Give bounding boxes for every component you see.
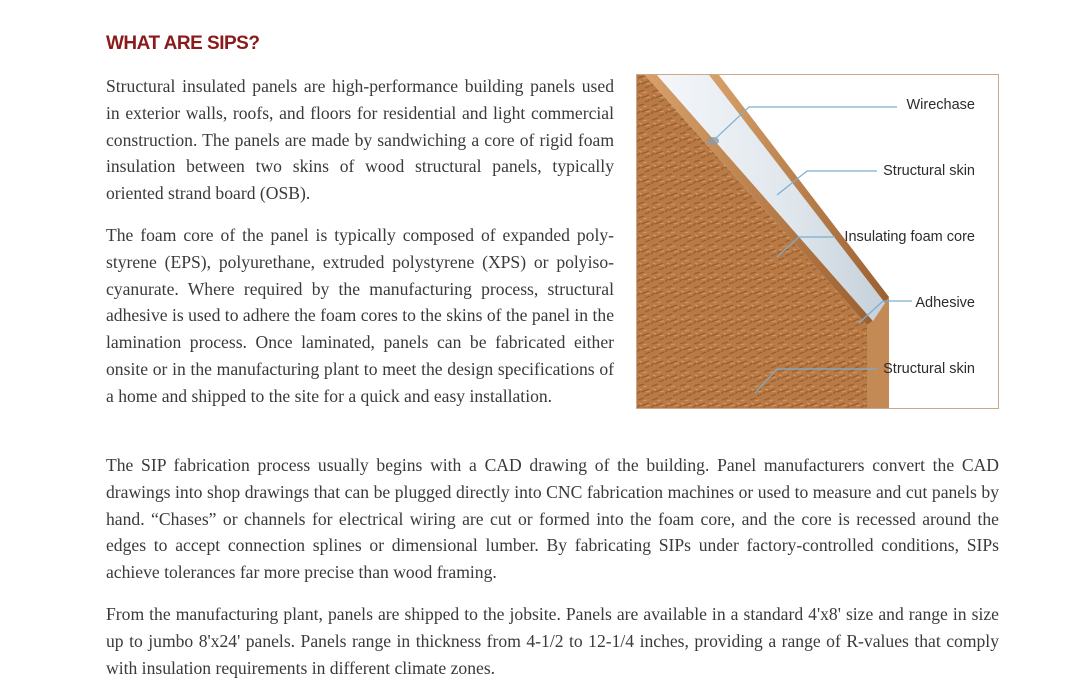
label-adhesive: Adhesive: [915, 295, 975, 311]
paragraph-intro: Structural insulated panels are high-performance building panels used in exterior walls, roofs, and floors for residential and light commercial construction. The panels are made by sandwiching a core of rigid foam insulation between two skins of wood structural panels, typically oriented strand board (OSB).: [106, 76, 614, 204]
label-structural-skin-top: Structural skin: [883, 163, 975, 179]
label-wirechase: Wirechase: [906, 97, 975, 113]
paragraph-fabrication: The SIP fabrication process usually begins with a CAD drawing of the building. Panel manufacturers convert the CAD drawings into shop drawings that can be plugged directly into CNC fabrication machines or used to measure and cut panels by hand. “Chases” or channels for electrical wiring are cut or formed into the foam core, and the core is recessed around the edges to accept connection splines or dimensional lumber. By fabricating SIPs under factory-controlled conditions, SIPs achieve tolerances far more precise than wood framing.: [106, 455, 999, 583]
paragraph-shipping: From the manufacturing plant, panels are shipped to the jobsite. Panels are available in a standard 4'x8' size and range in size up to jumbo 8'x24' panels. Panels range in thickness from 4-1/2 to 12-1/4 inches, providing a range of R-values that comply with insulation requirements in different climate zones.: [106, 604, 999, 678]
sip-panel-diagram: [636, 74, 999, 409]
label-insulating-foam-core: Insulating foam core: [844, 229, 975, 245]
paragraph-foam-core: The foam core of the panel is typically composed of expanded polystyrene (EPS), polyurethane, extruded polystyrene (XPS) or polyisocyanurate. Where required by the manufacturing process, structural adhesive is used to adhere the foam cores to the skins of the panel in the lamination process. Once laminated, panels can be fabricated either onsite or in the manufacturing plant to meet the design specifications of a home and shipped to the site for a quick and easy installation.: [106, 225, 614, 406]
label-structural-skin-bottom: Structural skin: [883, 361, 975, 377]
page-heading: WHAT ARE SIPS?: [106, 33, 260, 54]
wirechase-hole: [707, 137, 719, 145]
